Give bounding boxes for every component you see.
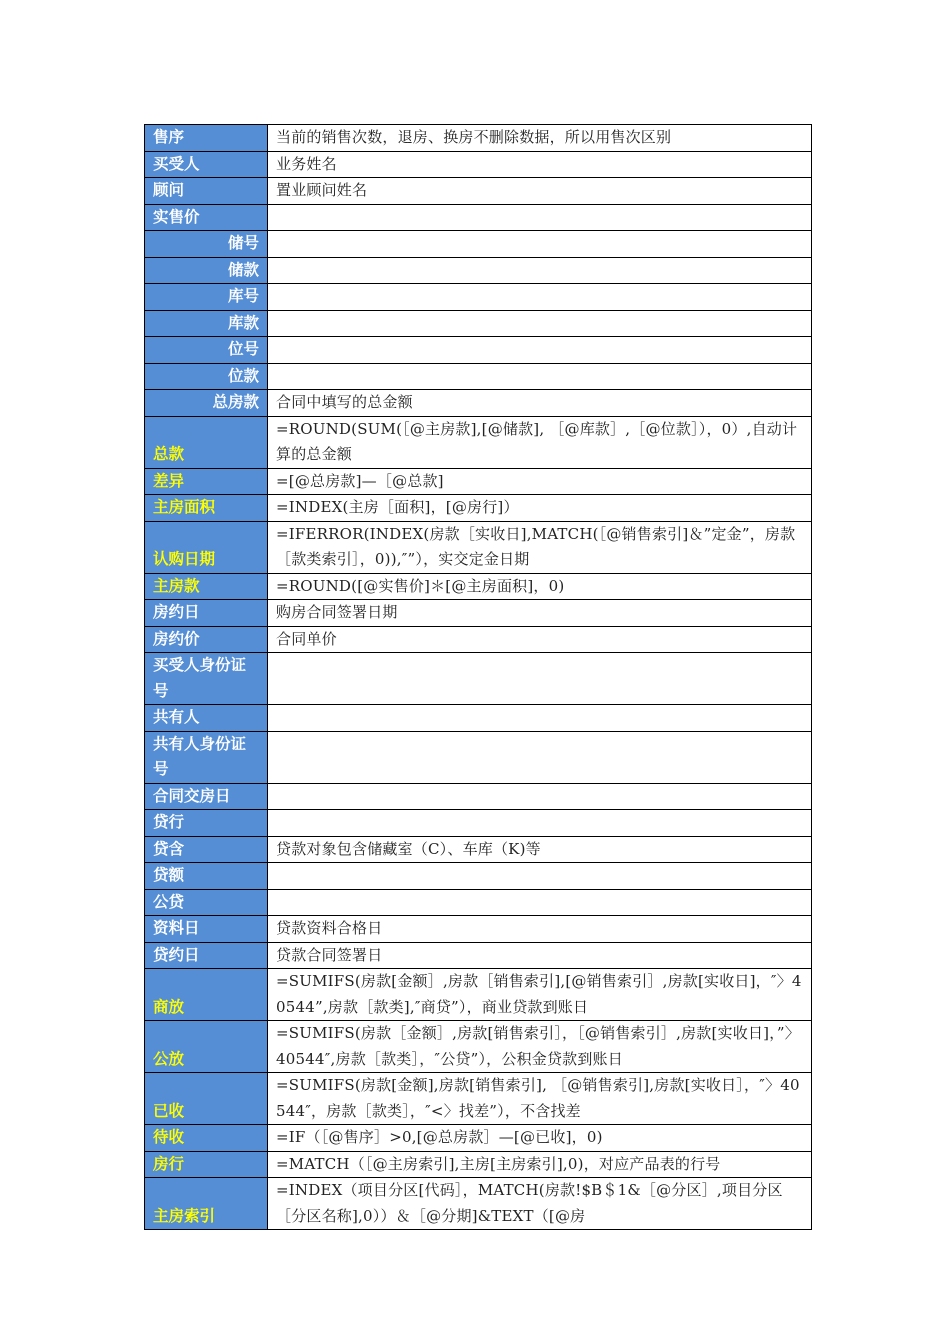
field-name-cell: 贷额 (145, 863, 268, 890)
table-row (145, 310, 812, 337)
field-description-cell: 合同单价 (268, 626, 812, 653)
table-row (145, 1125, 812, 1152)
field-description-cell (268, 889, 812, 916)
field-name-cell: 房行 (145, 1151, 268, 1178)
table-row (145, 1178, 812, 1230)
table-row (145, 836, 812, 863)
table-row (145, 783, 812, 810)
field-description-cell (268, 204, 812, 231)
field-name-cell: 共有人 (145, 705, 268, 732)
field-name-cell: 共有人身份证号 (145, 731, 268, 783)
field-name-cell: 库号 (145, 284, 268, 311)
table-row (145, 863, 812, 890)
field-name-cell: 贷行 (145, 810, 268, 837)
field-description-cell (268, 810, 812, 837)
field-name-cell: 买受人 (145, 151, 268, 178)
table-row (145, 731, 812, 783)
field-description-cell (268, 363, 812, 390)
field-description-cell: 贷款合同签署日 (268, 942, 812, 969)
field-name-cell: 贷含 (145, 836, 268, 863)
field-name-cell: 主房面积 (145, 495, 268, 522)
table-row (145, 573, 812, 600)
table-row (145, 257, 812, 284)
field-description-cell: =INDEX(主房［面积]，[@房行]） (268, 495, 812, 522)
field-description-cell: =IF（［@售序］>0,[@总房款］—[@已收]，0) (268, 1125, 812, 1152)
field-description-cell: 合同中填写的总金额 (268, 390, 812, 417)
field-description-cell: =ROUND(SUM(［@主房款],[@储款], ［@库款］,［@位款］），0）,自动计算的总金额 (268, 416, 812, 468)
field-description-cell (268, 231, 812, 258)
field-description-cell: 贷款对象包含储藏室（C）、车库（K)等 (268, 836, 812, 863)
table-row (145, 390, 812, 417)
table-row (145, 151, 812, 178)
field-name-cell: 买受人身份证号 (145, 653, 268, 705)
table-row (145, 1151, 812, 1178)
field-name-cell: 售序 (145, 125, 268, 152)
field-description-cell (268, 705, 812, 732)
field-name-cell: 储款 (145, 257, 268, 284)
table-row (145, 1073, 812, 1125)
field-name-cell: 位号 (145, 337, 268, 364)
field-description-cell (268, 653, 812, 705)
field-description-cell: =INDEX（项目分区[代码］，MATCH(房款!$B＄1&［@分区］,项目分区［分区名称],0））＆［@分期]&TEXT（[@房 (268, 1178, 812, 1230)
field-name-cell: 顾问 (145, 178, 268, 205)
table-row (145, 916, 812, 943)
field-name-cell: 资料日 (145, 916, 268, 943)
field-name-cell: 储号 (145, 231, 268, 258)
table-row (145, 942, 812, 969)
field-description-cell (268, 863, 812, 890)
field-description-cell (268, 310, 812, 337)
field-name-cell: 已收 (145, 1073, 268, 1125)
field-name-cell: 公放 (145, 1021, 268, 1073)
table-row (145, 495, 812, 522)
field-name-cell: 主房索引 (145, 1178, 268, 1230)
field-name-cell: 公贷 (145, 889, 268, 916)
field-name-cell: 认购日期 (145, 521, 268, 573)
field-description-cell (268, 337, 812, 364)
field-name-cell: 总款 (145, 416, 268, 468)
field-description-cell: 当前的销售次数，退房、换房不删除数据，所以用售次区别 (268, 125, 812, 152)
field-description-cell: =SUMIFS(房款[金额],房款[销售索引], ［@销售索引],房款[实收日］，″〉40544″，房款［款类］，″<〉找差”），不含找差 (268, 1073, 812, 1125)
field-name-cell: 差异 (145, 468, 268, 495)
field-name-cell: 总房款 (145, 390, 268, 417)
field-description-cell: 置业顾问姓名 (268, 178, 812, 205)
field-name-cell: 实售价 (145, 204, 268, 231)
field-name-cell: 位款 (145, 363, 268, 390)
field-description-cell (268, 257, 812, 284)
field-description-cell (268, 731, 812, 783)
table-row (145, 810, 812, 837)
table-row (145, 178, 812, 205)
field-description-cell: =ROUND([@实售价]＊[@主房面积]，0) (268, 573, 812, 600)
field-description-cell: 业务姓名 (268, 151, 812, 178)
field-description-cell (268, 284, 812, 311)
field-description-cell: =MATCH（［@主房索引],主房[主房索引],0)，对应产品表的行号 (268, 1151, 812, 1178)
table-row (145, 468, 812, 495)
field-definition-table (144, 124, 812, 1230)
table-row (145, 416, 812, 468)
field-description-cell: 贷款资料合格日 (268, 916, 812, 943)
field-description-cell (268, 783, 812, 810)
field-name-cell: 房约价 (145, 626, 268, 653)
table-row (145, 284, 812, 311)
table-row (145, 1021, 812, 1073)
field-name-cell: 待收 (145, 1125, 268, 1152)
field-description-cell: =SUMIFS(房款［金额］,房款[销售索引］，［@销售索引］,房款[实收日]，”〉40544″,房款［款类］，″公贷”），公积金贷款到账日 (268, 1021, 812, 1073)
table-row (145, 705, 812, 732)
field-name-cell: 主房款 (145, 573, 268, 600)
table-row (145, 626, 812, 653)
field-description-cell: =IFERROR(INDEX(房款［实收日],MATCH(［@销售索引]＆”定金”，房款［款类索引］，0)),″”），实交定金日期 (268, 521, 812, 573)
field-description-cell: =[@总房款]—［@总款] (268, 468, 812, 495)
table-row (145, 969, 812, 1021)
table-row (145, 600, 812, 627)
field-name-cell: 库款 (145, 310, 268, 337)
table-body (145, 125, 812, 1230)
field-description-cell: =SUMIFS(房款[金额］,房款［销售索引],[@销售索引］,房款[实收日]，″〉40544”,房款［款类],″商贷”），商业贷款到账日 (268, 969, 812, 1021)
table-row (145, 125, 812, 152)
table-row (145, 337, 812, 364)
field-name-cell: 房约日 (145, 600, 268, 627)
table-row (145, 889, 812, 916)
table-row (145, 363, 812, 390)
field-name-cell: 合同交房日 (145, 783, 268, 810)
table-row (145, 521, 812, 573)
table-row (145, 204, 812, 231)
table-row (145, 231, 812, 258)
field-description-cell: 购房合同签署日期 (268, 600, 812, 627)
field-name-cell: 商放 (145, 969, 268, 1021)
table-row (145, 653, 812, 705)
field-name-cell: 贷约日 (145, 942, 268, 969)
